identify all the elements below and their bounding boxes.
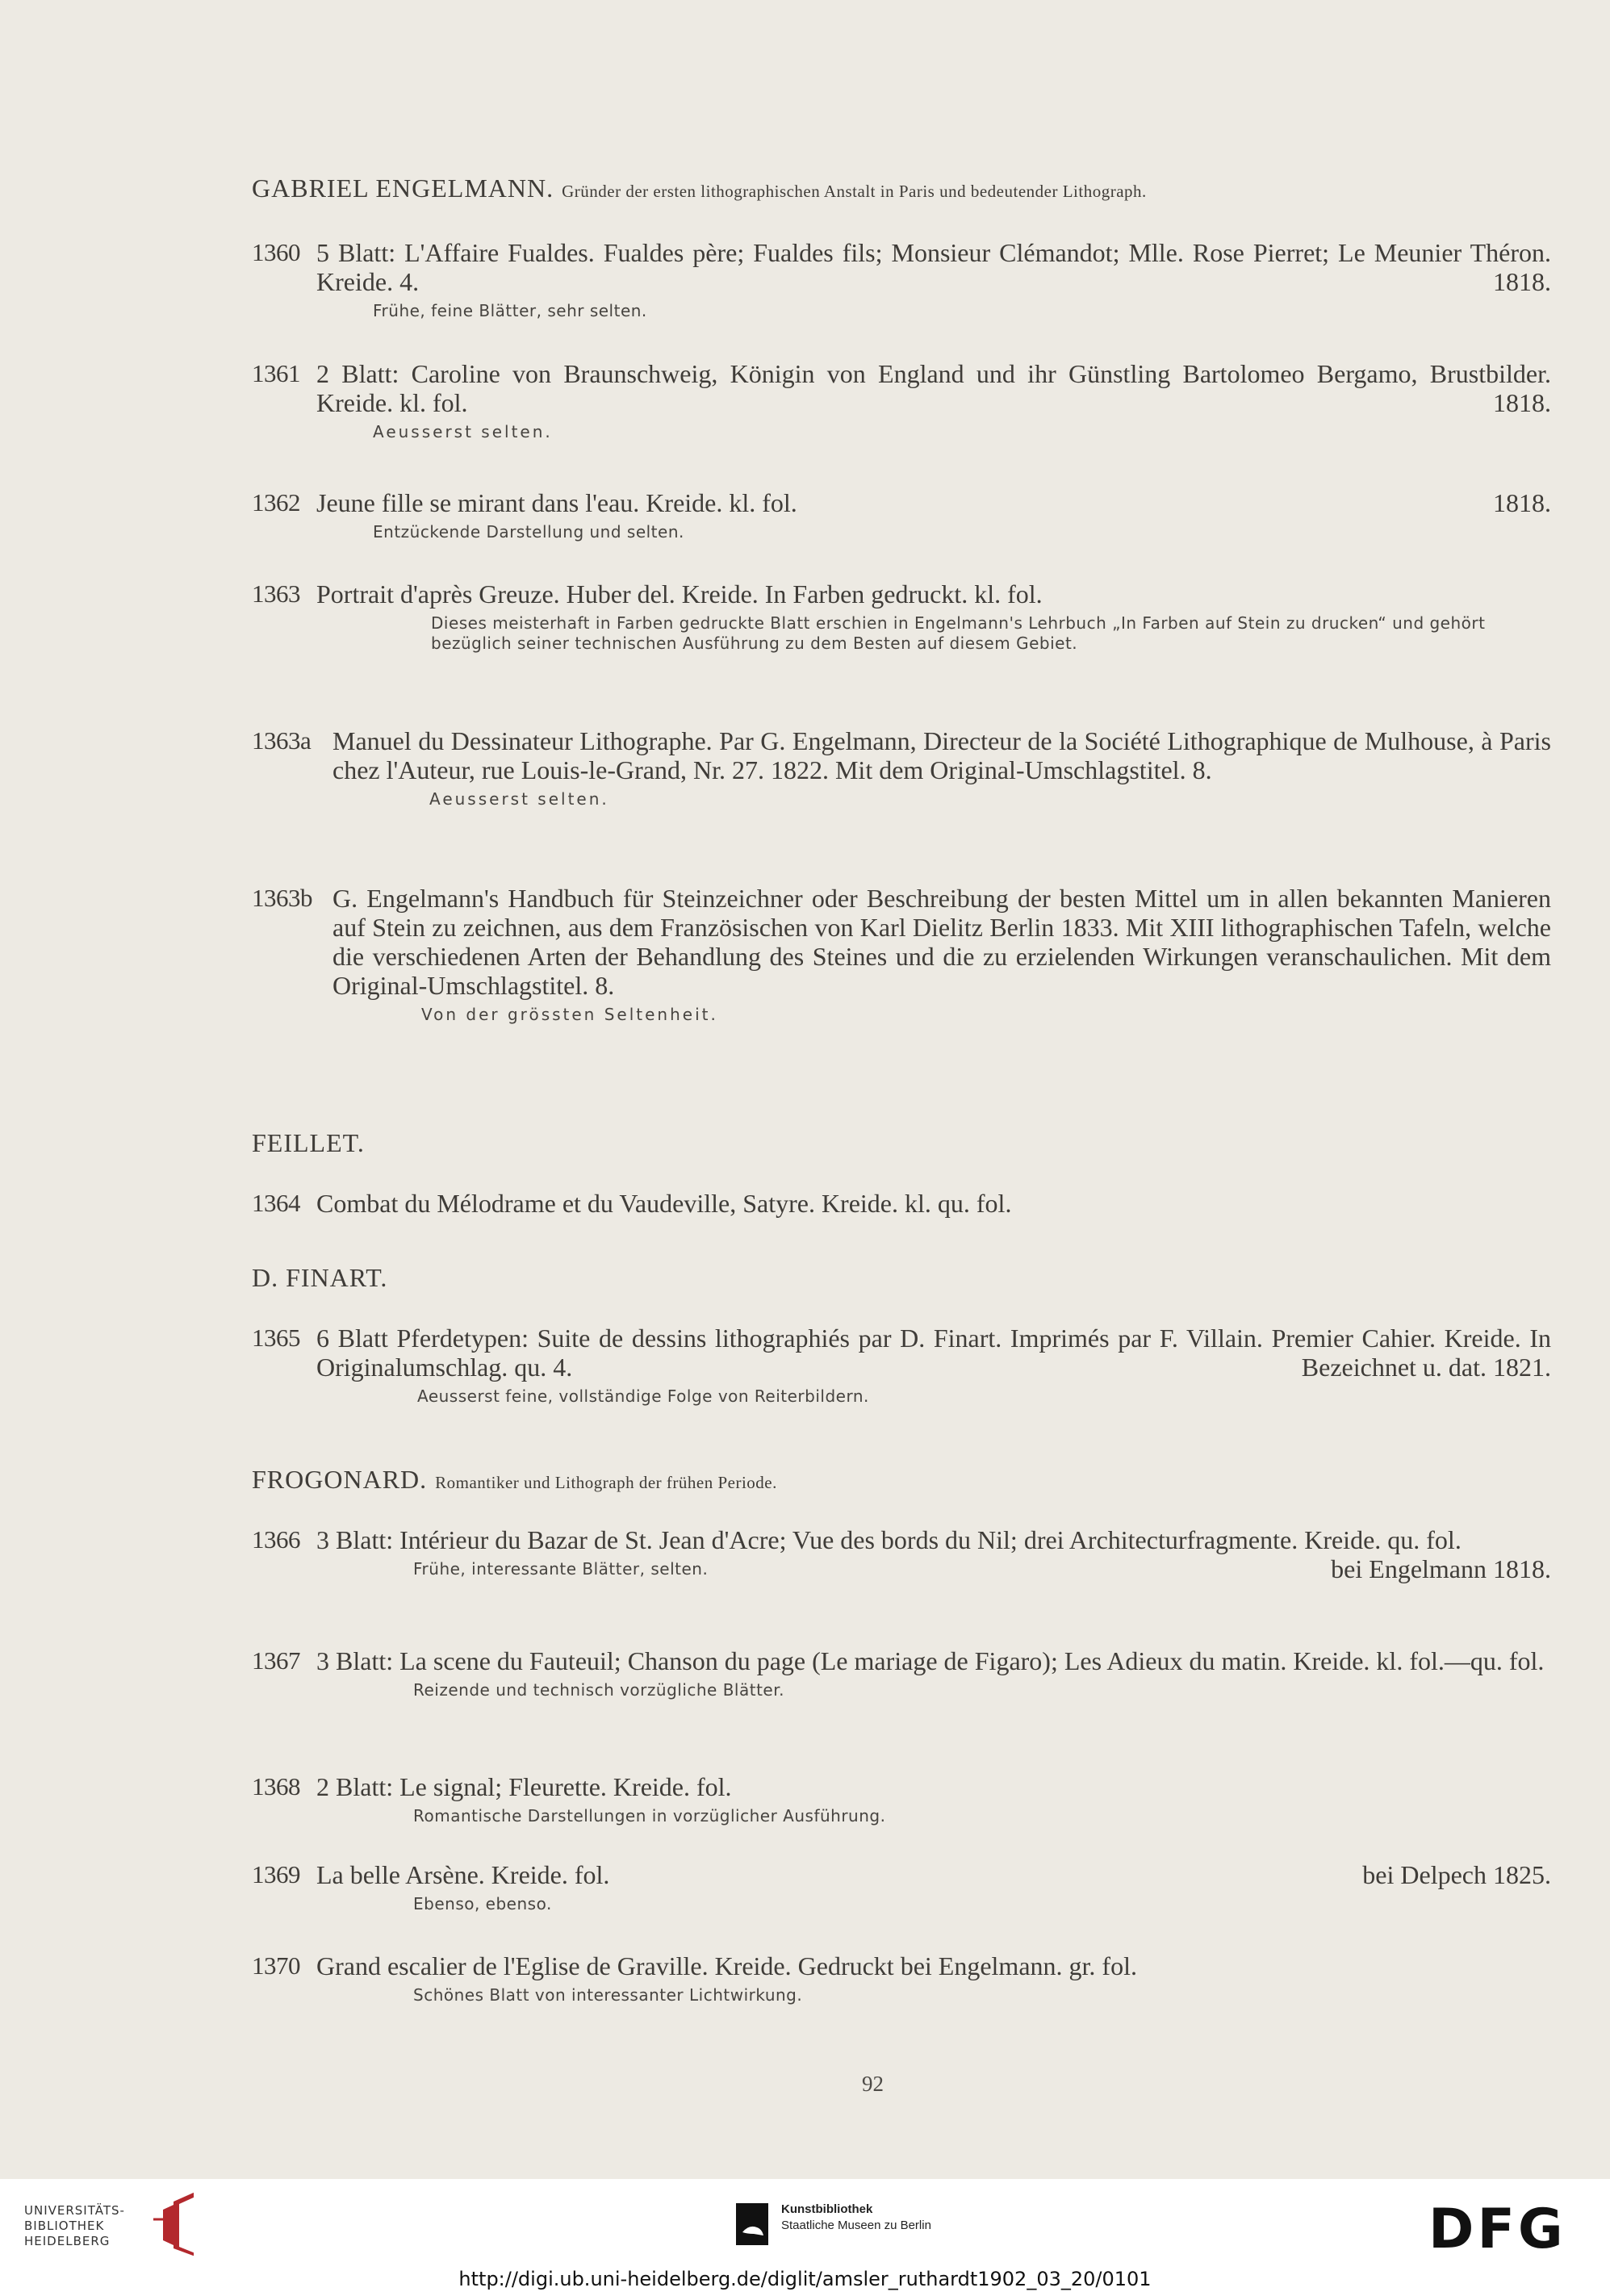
entry-remark: Aeusserst selten. — [373, 422, 553, 441]
artist-name: FROGONARD. — [252, 1465, 428, 1494]
entry-description — [316, 1951, 1551, 1980]
entry-text: Grand escalier de l'Eglise de Graville. Kreide. Gedruckt bei Engelmann. gr. fol. — [316, 1951, 1137, 1980]
entry-description — [316, 579, 1551, 609]
partner-subtitle: Staatliche Museen zu Berlin — [781, 2219, 931, 2232]
lot-number: 1364 — [252, 1189, 300, 1217]
lot-number: 1365 — [252, 1324, 300, 1352]
lot-number: 1368 — [252, 1772, 300, 1800]
entry-date: bei Delpech 1825. — [1362, 1860, 1551, 1889]
entry-remark: Ebenso, ebenso. — [413, 1894, 552, 1913]
catalog-entry — [252, 1324, 1551, 1407]
entry-text: 5 Blatt: L'Affaire Fualdes. Fualdes père; Fualdes fils; Monsieur Clémandot; Mlle. Rose Pierret; Le Meunier Théron. Kreide. 4. — [316, 238, 1551, 296]
catalog-entry — [252, 1772, 1551, 1826]
library-line: BIBLIOTHEK — [24, 2219, 105, 2233]
entry-description — [316, 238, 1551, 296]
lot-number: 1370 — [252, 1951, 300, 1980]
entry-remark: Dieses meisterhaft in Farben gedruckte Blatt erschien in Engelmann's Lehrbuch „In Farben auf Stein zu drucken“ und gehört bezüglich seiner technischen Ausführung zu dem Besten auf diesem Gebiet. — [431, 613, 1486, 653]
lot-number: 1369 — [252, 1860, 300, 1888]
entry-date: Bezeichnet u. dat. 1821. — [1301, 1353, 1551, 1382]
artist-heading — [252, 174, 1147, 203]
lot-number: 1360 — [252, 238, 300, 266]
kunstbibliothek-logo-icon[interactable] — [736, 2203, 768, 2245]
entry-date: 1818. — [1493, 388, 1551, 417]
lot-number: 1363 — [252, 579, 300, 608]
entry-remark: Von der grössten Seltenheit. — [421, 1005, 718, 1024]
entry-text: 3 Blatt: Intérieur du Bazar de St. Jean d'Acre; Vue des bords du Nil; drei Architecturfragmente. Kreide. qu. fol. — [316, 1525, 1462, 1554]
artist-heading — [252, 1128, 365, 1158]
entry-remark: Schönes Blatt von interessanter Lichtwirkung. — [413, 1985, 803, 2005]
entry-remark: Entzückende Darstellung und selten. — [373, 522, 684, 542]
lot-number: 1363b — [252, 884, 312, 912]
catalog-entry — [252, 1951, 1551, 2005]
entry-remark: Frühe, interessante Blätter, selten. — [413, 1559, 709, 1579]
entry-description — [316, 1772, 1551, 1801]
entry-description — [316, 1324, 1551, 1382]
artist-name: FEILLET. — [252, 1128, 365, 1157]
catalog-entry — [252, 726, 1551, 809]
entry-description — [316, 488, 1551, 517]
entry-date: 1818. — [1493, 267, 1551, 296]
catalog-entry — [252, 1646, 1551, 1700]
dfg-logo[interactable]: DFG — [1428, 2198, 1566, 2261]
entry-description — [316, 1189, 1551, 1218]
entry-remark: Aeusserst selten. — [429, 789, 609, 809]
artist-note: Romantiker und Lithograph der frühen Periode. — [435, 1473, 777, 1492]
entry-date: 1818. — [1493, 488, 1551, 517]
library-line: UNIVERSITÄTS- — [24, 2203, 125, 2218]
entry-text: 3 Blatt: La scene du Fauteuil; Chanson du page (Le mariage de Figaro); Les Adieux du matin. Kreide. kl. fol.—qu. fol. — [316, 1646, 1545, 1675]
library-line: HEIDELBERG — [24, 2234, 111, 2248]
catalog-entry — [252, 1525, 1551, 1583]
entry-description — [316, 1860, 1551, 1889]
artist-name: GABRIEL ENGELMANN. — [252, 174, 554, 203]
partner-name: Kunstbibliothek — [781, 2202, 873, 2216]
catalog-entry — [252, 488, 1551, 542]
entry-remark: Frühe, feine Blätter, sehr selten. — [373, 301, 647, 320]
lot-number: 1367 — [252, 1646, 300, 1675]
catalog-entry — [252, 884, 1551, 1025]
artist-name: D. FINART. — [252, 1263, 388, 1292]
artist-note: Gründer der ersten lithographischen Anstalt in Paris und bedeutender Lithograph. — [562, 182, 1147, 201]
page-number: 92 — [862, 2072, 884, 2096]
entry-text: Jeune fille se mirant dans l'eau. Kreide. kl. fol. — [316, 488, 797, 517]
entry-text: G. Engelmann's Handbuch für Steinzeichner oder Beschreibung der besten Mittel um in allen bekannten Manieren auf Stein zu zeichnen, aus dem Französischen von Karl Dielitz Berlin 1833. Mit XIII lithographischen Tafeln, welche die verschiedenen Arten der Behandlung des Steines und die zu erzielenden Wirkungen veranschaulichen. Mit dem Original-Umschlagstitel. 8. — [332, 884, 1551, 1000]
entry-text: La belle Arsène. Kreide. fol. — [316, 1860, 610, 1889]
university-library-name — [24, 2203, 145, 2249]
entry-description — [316, 1646, 1551, 1675]
entry-remark: Reizende und technisch vorzügliche Blätter. — [413, 1680, 784, 1700]
entry-text: Portrait d'après Greuze. Huber del. Kreide. In Farben gedruckt. kl. fol. — [316, 579, 1043, 609]
catalog-entry — [252, 1189, 1551, 1218]
entry-text: 2 Blatt: Le signal; Fleurette. Kreide. fol. — [316, 1772, 732, 1801]
artist-heading — [252, 1263, 387, 1293]
entry-text: Manuel du Dessinateur Lithographe. Par G. Engelmann, Directeur de la Société Lithographique de Mulhouse, à Paris chez l'Auteur, rue Louis-le-Grand, Nr. 27. 1822. Mit dem Original-Umschlagstitel. 8. — [332, 726, 1551, 784]
lot-number: 1363a — [252, 726, 312, 755]
entry-text: 2 Blatt: Caroline von Braunschweig, Königin von England und ihr Günstling Bartolomeo Bergamo, Brustbilder. Kreide. kl. fol. — [316, 359, 1551, 417]
catalog-entry — [252, 1860, 1551, 1914]
entry-description — [332, 726, 1551, 784]
entry-text: 6 Blatt Pferdetypen: Suite de dessins lithographiés par D. Finart. Imprimés par F. Villain. Premier Cahier. Kreide. In Originalumschlag. qu. 4. — [316, 1324, 1551, 1382]
catalog-entry — [252, 579, 1551, 654]
lot-number: 1361 — [252, 359, 300, 387]
catalog-entry — [252, 359, 1551, 442]
entry-date: bei Engelmann 1818. — [1331, 1554, 1551, 1583]
lot-number: 1362 — [252, 488, 300, 516]
entry-description — [332, 884, 1551, 1000]
entry-text: Combat du Mélodrame et du Vaudeville, Satyre. Kreide. kl. qu. fol. — [316, 1189, 1012, 1218]
artist-heading — [252, 1465, 777, 1495]
partner-institution — [781, 2202, 931, 2234]
catalog-entry — [252, 238, 1551, 321]
entry-remark: Romantische Darstellungen in vorzüglicher Ausführung. — [413, 1806, 886, 1826]
permalink-url[interactable]: http://digi.ub.uni-heidelberg.de/diglit/amsler_ruthardt1902_03_20/0101 — [458, 2268, 1152, 2290]
lot-number: 1366 — [252, 1525, 300, 1554]
entry-remark: Aeusserst feine, vollständige Folge von Reiterbildern. — [417, 1386, 869, 1406]
entry-description — [316, 359, 1551, 417]
